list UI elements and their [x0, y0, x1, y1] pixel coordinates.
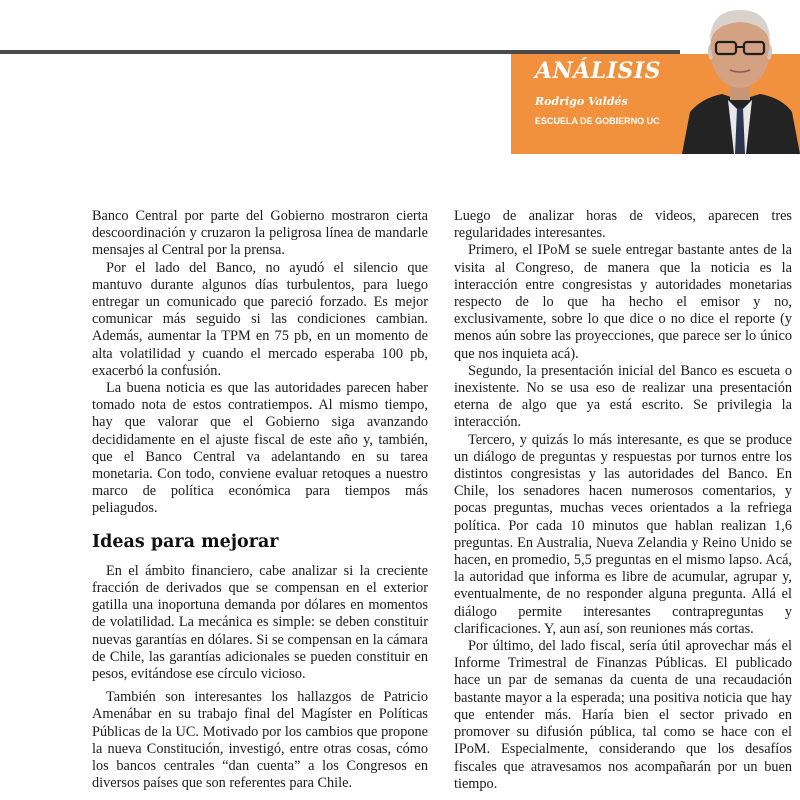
author-name: Rodrigo Valdés	[535, 95, 628, 108]
article-paragraph: Luego de analizar horas de videos, aparecen tres regularidades interesantes.	[454, 208, 792, 242]
article-paragraph: Por último, del lado fiscal, sería útil aprovechar más el Informe Trimestral de Finanzas Públicas. El publicado hace un par de semanas da cuenta de una recaudación bastante mayor a la esperada; una positiva noticia que hay que entender más. Haría bien el sector privado en promover su difusión pública, tal como se hace con el IPoM. Especialmente, considerando que los desafíos fiscales que atravesamos nos acompañarán por un buen tiempo.	[454, 638, 792, 792]
article-column-left	[92, 208, 428, 793]
article-paragraph: También son interesantes los hallazgos de Patricio Amenábar en su trabajo final del Magíster en Políticas Públicas de la UC. Motivado por los cambios que propone la nueva Constitución, investigó, entre otras cosas, cómo los bancos centrales “dan cuenta” a los Congresos en diversos países que son referentes para Chile.	[92, 689, 428, 792]
author-affiliation: ESCUELA DE GOBIERNO UC	[535, 116, 660, 126]
article-paragraph: La buena noticia es que las autoridades parecen haber tomado nota de estos contratiempos. Al mismo tiempo, hay que valorar que el Gobierno siga avanzando decididamente en el ajuste fiscal de este año y, también, que el Banco Central va adelantando en su tarea monetaria. Con todo, conviene evaluar retoques a nuestro marco de política económica para tiempos más peliagudos.	[92, 380, 428, 517]
author-portrait	[680, 0, 800, 154]
section-label: ANÁLISIS	[535, 58, 662, 84]
article-paragraph: Tercero, y quizás lo más interesante, es que se produce un diálogo de preguntas y respuestas por turnos entre los distintos congresistas y las autoridades del Banco. En Chile, los senadores hacen numerosos comentarios, y pocas preguntas, muchas veces orientados a la refriega política. Por cada 10 minutos que hablan realizan 1,6 preguntas. En Australia, Nueva Zelandia y Reino Unido se hacen, en promedio, 5,5 preguntas en el mismo lapso. Acá, la autoridad que informa es libre de acumular, agrupar y, eventualmente, de no responder alguna pregunta. Allá el diálogo permite interesantes contrapreguntas y clarificaciones. Y, aun así, son reuniones más cortas.	[454, 431, 792, 637]
article-paragraph: Segundo, la presentación inicial del Banco es escueta o inexistente. No se usa eso de realizar una presentación eterna de algo que ya está escrito. Se privilegia la interacción.	[454, 362, 792, 431]
article-paragraph: Primero, el IPoM se suele entregar bastante antes de la visita al Congreso, de manera que la noticia es la interacción entre congresistas y autoridades monetarias respecto de lo que ha hecho el emisor y no, exclusivamente, sobre lo que dice o no dice el reporte (y menos aún sobre las proyecciones, que parece ser lo único que nos inquieta acá).	[454, 242, 792, 362]
article-column-right	[454, 208, 792, 793]
article-paragraph: Por el lado del Banco, no ayudó el silencio que mantuvo durante algunos días turbulentos, para luego entregar un comunicado que pareció forzado. Es mejor comunicar más seguido si las condiciones cambian. Además, aumentar la TPM en 75 pb, en un momento de alta volatilidad y cuando el mercado esperaba 100 pb, exacerbó la confusión.	[92, 259, 428, 379]
section-subheading: Ideas para mejorar	[92, 531, 279, 552]
article-paragraph: En el ámbito financiero, cabe analizar si la creciente fracción de derivados que se compensan en el exterior gatilla una inoportuna demanda por dólares en momentos de volatilidad. La mecánica es simple: se deben constituir nuevas garantías en dólares. Si se compensan en la cámara de Chile, las garantías adicionales se pueden constituir en pesos, evitándose ese círculo vicioso.	[92, 562, 428, 683]
article-paragraph: Banco Central por parte del Gobierno mostraron cierta descoordinación y cruzaron la peligrosa línea de mandarle mensajes al Central por la prensa.	[92, 208, 428, 259]
